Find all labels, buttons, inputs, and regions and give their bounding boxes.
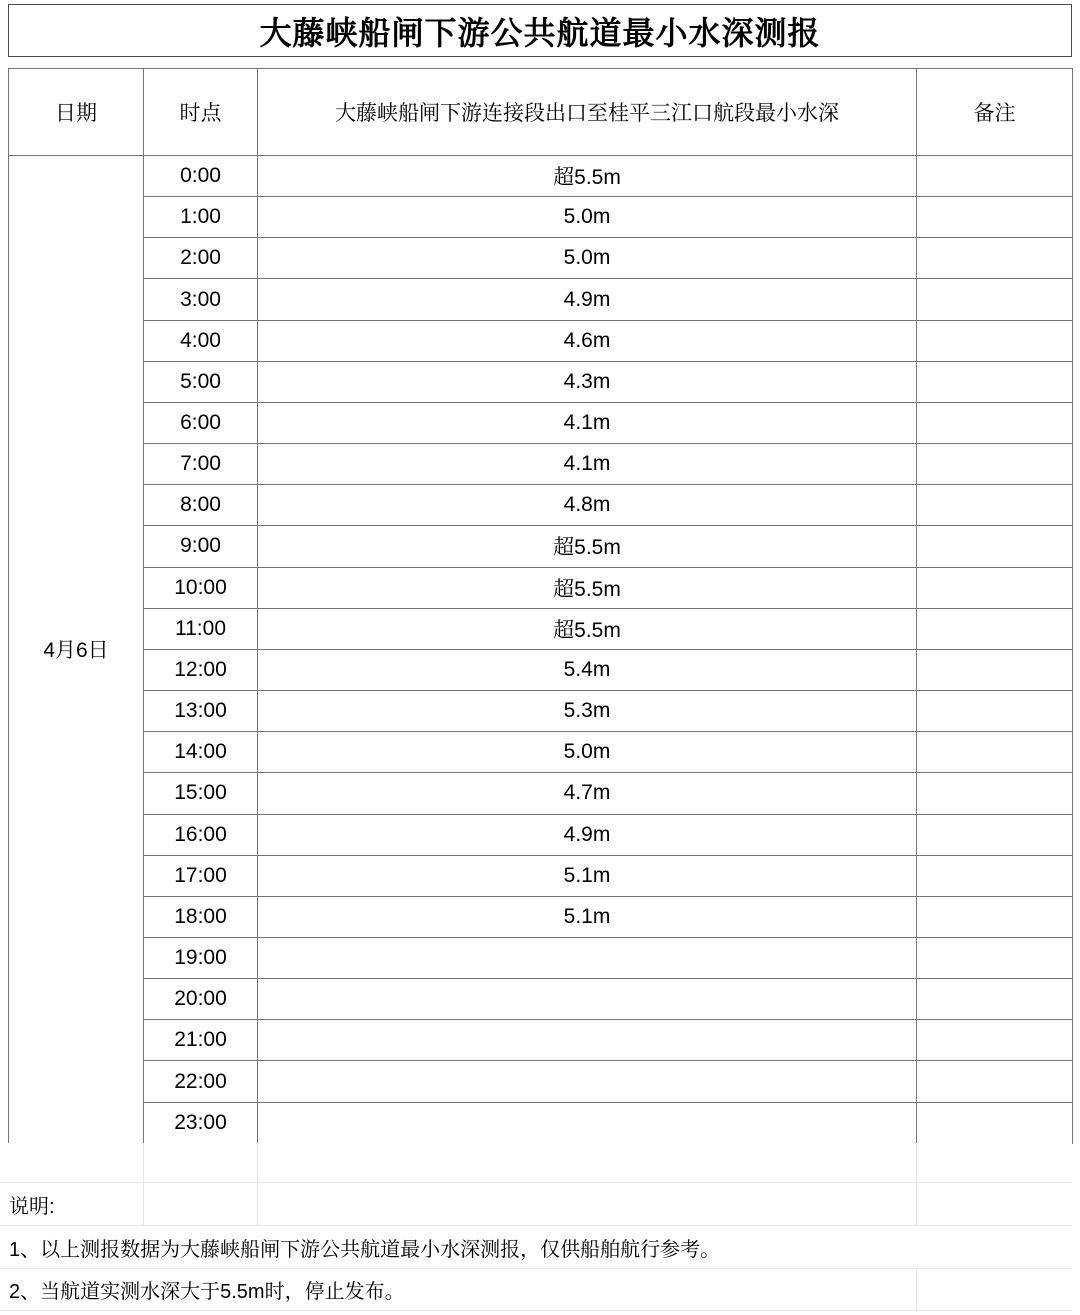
table-header-row: [9, 69, 1073, 156]
time-cell: 6:00: [144, 402, 258, 443]
remark-cell: [917, 937, 1073, 978]
gridline: [916, 1183, 917, 1225]
remark-cell: [917, 1102, 1073, 1143]
table-row: [9, 1020, 1073, 1061]
depth-cell: [258, 979, 917, 1020]
notes-label: 说明:: [9, 1195, 55, 1218]
depth-cell: 4.8m: [258, 485, 917, 526]
gridline: [916, 1269, 917, 1310]
table-row: [9, 979, 1073, 1020]
remark-cell: [917, 320, 1073, 361]
depth-cell: 4.1m: [258, 402, 917, 443]
time-cell: 22:00: [144, 1061, 258, 1102]
remark-cell: [917, 773, 1073, 814]
table-row: [9, 444, 1073, 485]
depth-cell: 超5.5m: [258, 526, 917, 567]
time-cell: 5:00: [144, 361, 258, 402]
remark-cell: [917, 402, 1073, 443]
header-time: 时点: [144, 69, 258, 156]
table-row: [9, 1102, 1073, 1143]
depth-cell: [258, 1102, 917, 1143]
time-cell: 0:00: [144, 156, 258, 197]
table-row: [9, 937, 1073, 978]
remark-cell: [917, 979, 1073, 1020]
note-row-2: [0, 1269, 1072, 1311]
table-row: [9, 197, 1073, 238]
remark-cell: [917, 156, 1073, 197]
depth-cell: 5.1m: [258, 855, 917, 896]
note-row-1: [0, 1226, 1072, 1269]
table-body: [9, 156, 1073, 1144]
remark-cell: [917, 197, 1073, 238]
remark-cell: [917, 444, 1073, 485]
time-cell: 16:00: [144, 814, 258, 855]
remark-cell: [917, 896, 1073, 937]
remark-cell: [917, 814, 1073, 855]
time-cell: 1:00: [144, 197, 258, 238]
time-cell: 4:00: [144, 320, 258, 361]
report-title-text: 大藤峡船闸下游公共航道最小水深测报: [259, 14, 821, 51]
time-cell: 8:00: [144, 485, 258, 526]
depth-cell: [258, 1020, 917, 1061]
time-cell: 3:00: [144, 279, 258, 320]
table-row: [9, 855, 1073, 896]
gridline: [916, 1143, 917, 1182]
depth-cell: 4.3m: [258, 361, 917, 402]
time-cell: 19:00: [144, 937, 258, 978]
header-date: 日期: [9, 69, 144, 156]
gridline: [143, 1183, 144, 1225]
time-cell: 20:00: [144, 979, 258, 1020]
header-remark: 备注: [917, 69, 1073, 156]
depth-cell: 4.9m: [258, 279, 917, 320]
gridline: [257, 1183, 258, 1225]
time-cell: 14:00: [144, 732, 258, 773]
table-row: [9, 156, 1073, 197]
remark-cell: [917, 238, 1073, 279]
time-cell: 12:00: [144, 649, 258, 690]
time-cell: 11:00: [144, 608, 258, 649]
remark-cell: [917, 567, 1073, 608]
time-cell: 10:00: [144, 567, 258, 608]
depth-cell: 5.1m: [258, 896, 917, 937]
table-row: [9, 526, 1073, 567]
date-cell: 4月6日: [9, 156, 144, 1144]
depth-cell: 5.3m: [258, 691, 917, 732]
table-row: [9, 691, 1073, 732]
time-cell: 13:00: [144, 691, 258, 732]
table-row: [9, 608, 1073, 649]
time-cell: 21:00: [144, 1020, 258, 1061]
table-row: [9, 896, 1073, 937]
depth-cell: 5.0m: [258, 238, 917, 279]
remark-cell: [917, 1061, 1073, 1102]
table-row: [9, 485, 1073, 526]
note-2-text: 2、当航道实测水深大于5.5m时，停止发布。: [9, 1281, 405, 1303]
table-row: [9, 1061, 1073, 1102]
note-1-text: 1、以上测报数据为大藤峡船闸下游公共航道最小水深测报，仅供船舶航行参考。: [9, 1238, 721, 1261]
time-cell: 2:00: [144, 238, 258, 279]
time-cell: 23:00: [144, 1102, 258, 1143]
table-row: [9, 649, 1073, 690]
remark-cell: [917, 526, 1073, 567]
depth-cell: 4.1m: [258, 444, 917, 485]
depth-report-table: [8, 68, 1073, 1144]
table-header: [9, 69, 1073, 156]
depth-cell: 超5.5m: [258, 567, 917, 608]
depth-cell: 4.6m: [258, 320, 917, 361]
time-cell: 9:00: [144, 526, 258, 567]
header-depth: 大藤峡船闸下游连接段出口至桂平三江口航段最小水深: [258, 69, 917, 156]
table-row: [9, 732, 1073, 773]
time-cell: 7:00: [144, 444, 258, 485]
remark-cell: [917, 732, 1073, 773]
table-row: [9, 773, 1073, 814]
remark-cell: [917, 1020, 1073, 1061]
time-cell: 17:00: [144, 855, 258, 896]
report-title: [8, 4, 1072, 57]
notes-label-row: [0, 1183, 1072, 1226]
remark-cell: [917, 691, 1073, 732]
depth-cell: 4.9m: [258, 814, 917, 855]
depth-cell: [258, 937, 917, 978]
time-cell: 18:00: [144, 896, 258, 937]
remark-cell: [917, 855, 1073, 896]
depth-cell: 超5.5m: [258, 608, 917, 649]
depth-cell: 5.0m: [258, 732, 917, 773]
table-row: [9, 320, 1073, 361]
remark-cell: [917, 485, 1073, 526]
table-row: [9, 402, 1073, 443]
gridline: [143, 1143, 144, 1182]
remark-cell: [917, 608, 1073, 649]
table-row: [9, 814, 1073, 855]
remark-cell: [917, 279, 1073, 320]
table-row: [9, 361, 1073, 402]
depth-cell: 超5.5m: [258, 156, 917, 197]
remark-cell: [917, 649, 1073, 690]
table-row: [9, 238, 1073, 279]
depth-cell: 5.0m: [258, 197, 917, 238]
time-cell: 15:00: [144, 773, 258, 814]
gridline: [257, 1143, 258, 1182]
depth-cell: [258, 1061, 917, 1102]
footer-spacer-row: [0, 1143, 1072, 1183]
depth-cell: 5.4m: [258, 649, 917, 690]
table-row: [9, 279, 1073, 320]
table-row: [9, 567, 1073, 608]
depth-cell: 4.7m: [258, 773, 917, 814]
remark-cell: [917, 361, 1073, 402]
